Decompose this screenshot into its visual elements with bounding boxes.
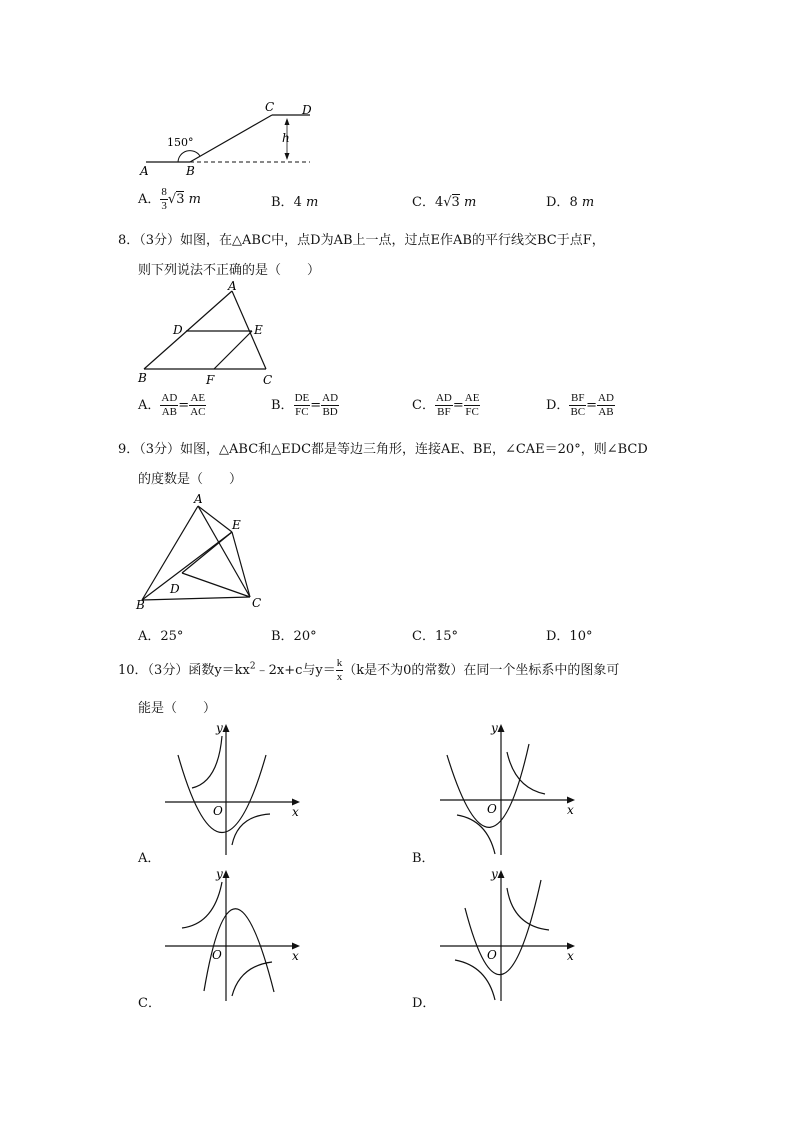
q8-option-d[interactable]: D． $\frac{BF}{BC}$ = $\frac{AD}{AB}$ (546, 392, 614, 418)
q8-question-line1: 8．（3分）如图，在△ABC中，点D为AB上一点，过点E作AB的平行线交BC于点F， (118, 233, 605, 248)
q7-option-d[interactable]: D．8 m (546, 195, 595, 210)
q7-label-h: h (282, 131, 290, 145)
q7-option-c[interactable]: C．4√3 m (412, 195, 477, 210)
graph-c-origin-label: O (212, 948, 222, 962)
q9-option-d[interactable]: D．10° (546, 629, 593, 644)
graph-b-x-label: x (567, 803, 574, 817)
q9-question-line1: 9．（3分）如图，△ABC和△EDC都是等边三角形，连接AE、BE，∠CAE＝20°，则∠BCD (118, 442, 648, 457)
q9-label-E: E (232, 518, 241, 532)
q7-label-D: D (302, 103, 312, 117)
q9-option-b[interactable]: B．20° (271, 629, 317, 644)
q8-option-c[interactable]: C． $\frac{AD}{BF}$ = $\frac{AE}{FC}$ (412, 392, 480, 418)
q10-option-b[interactable]: B． (412, 851, 435, 866)
q7-label-C: C (265, 100, 275, 114)
q8-option-b[interactable]: B． $\frac{DE}{FC}$ = $\frac{AD}{BD}$ (271, 392, 339, 418)
q8-label-F: F (206, 373, 215, 387)
q8-label-D: D (173, 323, 183, 337)
q9-option-c[interactable]: C．15° (412, 629, 458, 644)
q9-label-C: C (252, 596, 262, 610)
q10-option-d[interactable]: D． (412, 996, 436, 1011)
q10-graph-b (435, 720, 585, 860)
q10-option-c[interactable]: C． (138, 996, 161, 1011)
q8-figure (136, 280, 286, 390)
q9-label-B: B (136, 598, 145, 612)
q8-question-line2: 则下列说法不正确的是（ ） (138, 263, 321, 278)
graph-a-origin-label: O (213, 804, 223, 818)
q9-label-A: A (194, 492, 203, 506)
q9-option-a[interactable]: A．25° (138, 629, 184, 644)
q8-label-C: C (263, 373, 273, 387)
q10-question-line1: 10．（3分）函数$y=kx^2﹣2x+c$与y＝ $\frac{k}{x}$ （k是不为0的常数）在同一个坐标系中的图象可 (118, 657, 620, 683)
q8-label-E: E (254, 323, 263, 337)
q10-graph-d (435, 866, 585, 1006)
graph-a-x-label: x (292, 805, 299, 819)
graph-d-x-label: x (567, 949, 574, 963)
q8-label-A: A (228, 279, 237, 293)
graph-d-y-label: y (491, 867, 498, 881)
q7-option-b[interactable]: B．4 m (271, 195, 319, 210)
graph-d-origin-label: O (487, 948, 497, 962)
q8-option-a[interactable]: A． $\frac{AD}{AB}$ = $\frac{AE}{AC}$ (138, 392, 206, 418)
q7-option-a[interactable]: A． $\frac{8}{3}$ √3 m (138, 186, 201, 212)
q10-option-a[interactable]: A． (138, 851, 161, 866)
graph-c-y-label: y (216, 867, 223, 881)
q10-graph-c (160, 866, 310, 1006)
q7-label-B: B (186, 164, 195, 178)
q7-figure (140, 100, 320, 180)
q8-label-B: B (138, 371, 147, 385)
q9-label-D: D (170, 582, 180, 596)
graph-c-x-label: x (292, 949, 299, 963)
graph-a-y-label: y (216, 721, 223, 735)
graph-b-y-label: y (491, 721, 498, 735)
q9-figure (134, 490, 274, 615)
q10-graph-a (160, 720, 310, 860)
q10-question-line2: 能是（ ） (138, 701, 217, 716)
q7-label-angle: 150° (167, 136, 194, 149)
graph-b-origin-label: O (487, 802, 497, 816)
q9-question-line2: 的度数是（ ） (138, 472, 243, 487)
q7-label-A: A (140, 164, 149, 178)
